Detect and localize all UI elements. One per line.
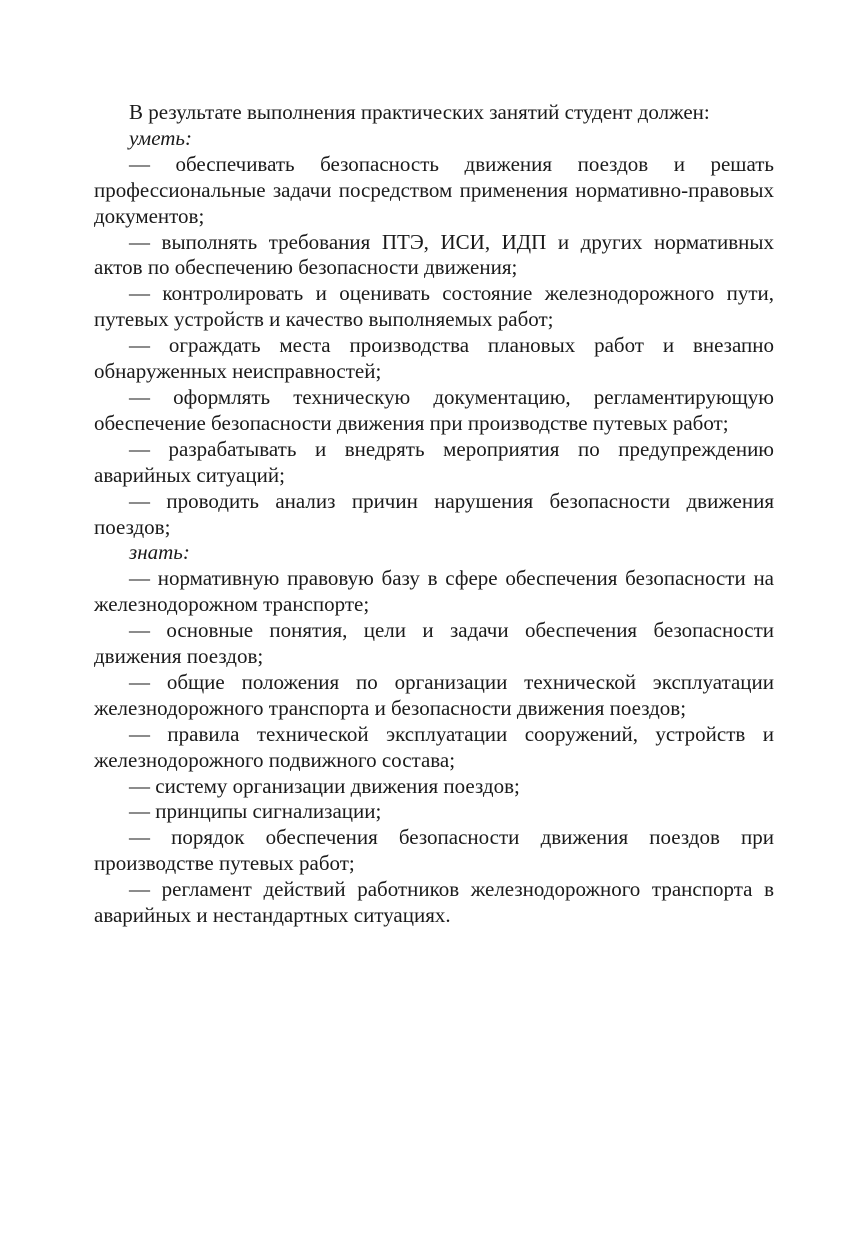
knowledge-item: — нормативную правовую базу в сфере обеспечения безопасности на железнодорожном транспорте; (94, 566, 774, 617)
knowledge-item: — общие положения по организации технической эксплуатации железнодорожного транспорта и безопасности движения поездов; (94, 669, 774, 720)
knowledge-item: — принципы сигнализации; (129, 799, 382, 824)
knowledge-item: — основные понятия, цели и задачи обеспечения безопасности движения поездов; (94, 618, 774, 669)
skill-item: — ограждать места производства плановых работ и внезапно обнаруженных неисправностей; (94, 333, 774, 384)
skill-item: — выполнять требования ПТЭ, ИСИ, ИДП и других нормативных актов по обеспечению безопасности движения; (94, 229, 774, 280)
skill-item: — обеспечивать безопасность движения поездов и решать профессиональные задачи посредством применения нормативно-правовых документов; (94, 151, 774, 228)
knowledge-item: — регламент действий работников железнодорожного транспорта в аварийных и нестандартных ситуациях. (94, 877, 774, 928)
knowledge-heading: знать: (129, 540, 190, 565)
body-text (94, 100, 774, 929)
skill-item: — контролировать и оценивать состояние железнодорожного пути, путевых устройств и качество выполняемых работ; (94, 281, 774, 332)
skill-item: — оформлять техническую документацию, регламентирующую обеспечение безопасности движения при производстве путевых работ; (94, 384, 774, 435)
skill-item: — разрабатывать и внедрять мероприятия по предупреждению аварийных ситуаций; (94, 436, 774, 487)
knowledge-item: — правила технической эксплуатации сооружений, устройств и железнодорожного подвижного состава; (94, 721, 774, 772)
skills-heading: уметь: (129, 125, 192, 150)
knowledge-item: — порядок обеспечения безопасности движения поездов при производстве путевых работ; (94, 825, 774, 876)
knowledge-item: — систему организации движения поездов; (129, 773, 520, 798)
skill-item: — проводить анализ причин нарушения безопасности движения поездов; (94, 488, 774, 539)
intro-paragraph: В результате выполнения практических занятий студент должен: (129, 100, 710, 124)
